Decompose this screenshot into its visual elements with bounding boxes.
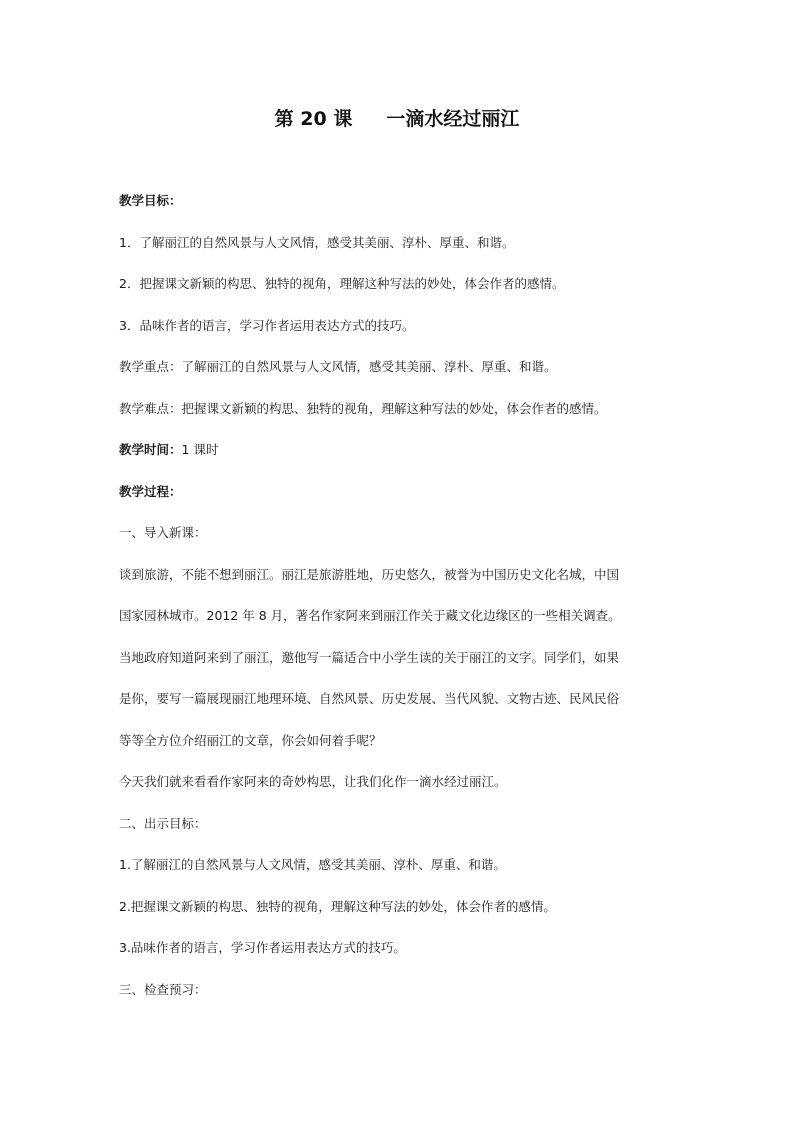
teaching-time-label: 教学时间：	[119, 442, 182, 457]
lesson-title	[0, 104, 794, 131]
section-heading: 一、导入新课：	[119, 525, 207, 540]
section-heading: 二、出示目标：	[119, 816, 207, 831]
objectives-heading: 教学目标：	[119, 193, 182, 208]
intro-paragraph-line: 谈到旅游，不能不想到丽江。丽江是旅游胜地，历史悠久，被誉为中国历史文化名城，中国	[119, 567, 620, 582]
intro-paragraph-line: 等等全方位介绍丽江的文章，你会如何着手呢？	[119, 733, 382, 748]
process-heading: 教学过程：	[119, 484, 182, 499]
lesson-number: 第 20 课	[274, 108, 353, 130]
teaching-time-value: 1 课时	[181, 442, 219, 457]
target-item: 2.把握课文新颖的构思、独特的视角，理解这种写法的妙处，体会作者的感情。	[119, 899, 556, 914]
objective-item: 2．把握课文新颖的构思、独特的视角，理解这种写法的妙处，体会作者的感情。	[119, 276, 565, 291]
target-item: 1.了解丽江的自然风景与人文风情，感受其美丽、淳朴、厚重、和谐。	[119, 857, 506, 872]
key-points: 教学重点：了解丽江的自然风景与人文风情，感受其美丽、淳朴、厚重、和谐。	[119, 359, 557, 374]
intro-paragraph-line: 国家园林城市。2012 年 8 月，著名作家阿来到丽江作关于藏文化边缘区的一些相关调查。	[119, 608, 621, 623]
difficult-points: 教学难点：把握课文新颖的构思、独特的视角，理解这种写法的妙处，体会作者的感情。	[119, 401, 607, 416]
target-item: 3.品味作者的语言，学习作者运用表达方式的技巧。	[119, 940, 406, 955]
objective-item: 3．品味作者的语言，学习作者运用表达方式的技巧。	[119, 318, 415, 333]
lesson-name: 一滴水经过丽江	[386, 108, 520, 130]
intro-paragraph-line: 当地政府知道阿来到了丽江，邀他写一篇适合中小学生读的关于丽江的文字。同学们，如果	[119, 650, 620, 665]
section-heading: 三、检查预习：	[119, 982, 207, 997]
intro-paragraph-line: 是你，要写一篇展现丽江地理环境、自然风景、历史发展、当代风貌、文物古迹、民风民俗	[119, 691, 620, 706]
teaching-time	[119, 442, 218, 458]
objective-item: 1．了解丽江的自然风景与人文风情，感受其美丽、淳朴、厚重、和谐。	[119, 235, 515, 250]
intro-closing: 今天我们就来看看作家阿来的奇妙构思，让我们化作一滴水经过丽江。	[119, 774, 507, 789]
